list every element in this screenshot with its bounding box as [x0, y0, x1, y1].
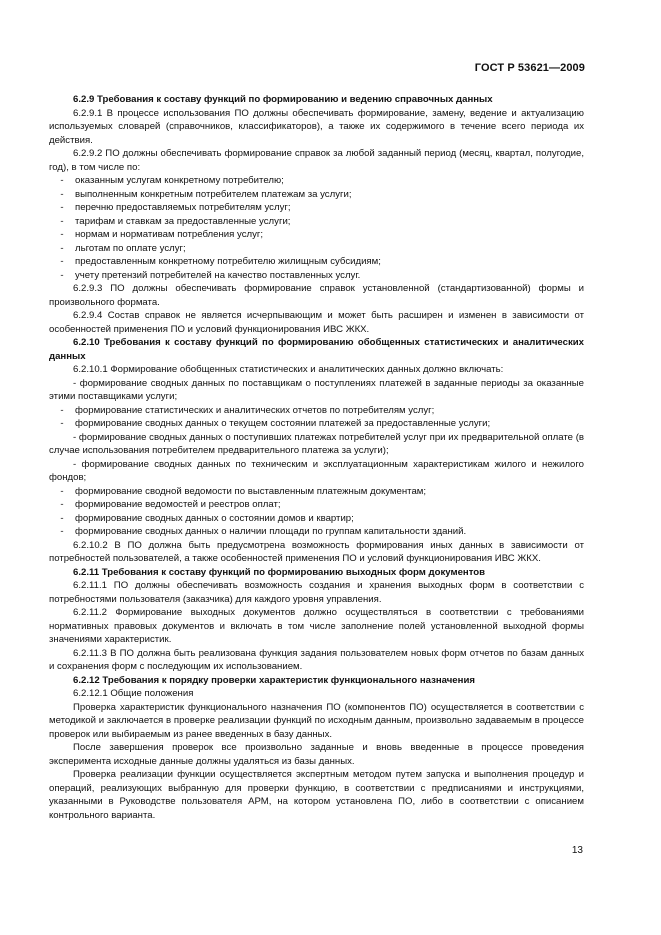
- list-item: - перечню предоставляемых потребителям услуг;: [60, 202, 291, 213]
- list-item-text: формирование ведомостей и реестров оплат;: [75, 499, 281, 510]
- list-item-text: формирование сводных данных о наличии площади по группам капитальности зданий.: [75, 526, 467, 537]
- list-item-text: оказанным услугам конкретному потребителю;: [75, 175, 284, 186]
- list-item: - формирование сводных данных о поступивших платежах потребителей услуг при их предварительной оплате (в случае использования потребителем предварительного платежа за услуги);: [49, 431, 584, 456]
- list-item-text: формирование сводных данных о состоянии домов и квартир;: [75, 512, 354, 524]
- paragraph: 6.2.10.2 В ПО должна быть предусмотрена возможность формирования иных данных в зависимости от потребностей пользователей, а также особенностей применения ПО и условий функционирования ИВС ЖКХ.: [49, 539, 584, 564]
- list-item: - формирование сводных данных по поставщикам о поступлениях платежей в заданные периоды за оказанные этими поставщиками услуги;: [49, 377, 584, 402]
- list-item-text: перечню предоставляемых потребителям услуг;: [75, 202, 291, 213]
- list-item-text: нормам и нормативам потребления услуг;: [75, 229, 264, 240]
- list-item-text: формирование статистических и аналитических отчетов по потребителям услуг;: [75, 404, 435, 416]
- paragraph: После завершения проверок все произвольно заданные и вновь введенные в процессе проведения эксперимента исходные данные должны удаляться из базы данных.: [49, 742, 584, 767]
- list-item: - учету претензий потребителей на качество поставленных услуг.: [60, 269, 361, 281]
- list-item: - льготам по оплате услуг;: [60, 242, 186, 254]
- section-heading: 6.2.12 Требования к порядку проверки характеристик функционального назначения: [73, 674, 475, 686]
- paragraph: 6.2.9.2 ПО должны обеспечивать формирование справок за любой заданный период (месяц, квартал, полугодие, год), в том числе по:: [49, 148, 584, 173]
- list-item: - выполненным конкретным потребителем платежам за услуги;: [60, 188, 352, 200]
- paragraph: 6.2.11.1 ПО должны обеспечивать возможность создания и хранения выходных форм в соответствии с потребностями пользователя (заказчика) для каждого уровня управления.: [49, 580, 584, 605]
- document-body: [49, 93, 584, 822]
- section-heading: 6.2.11 Требования к составу функций по формированию выходных форм документов: [73, 566, 486, 578]
- paragraph: 6.2.12.1 Общие положения: [73, 688, 194, 699]
- list-item-text: предоставленным конкретному потребителю жилищным субсидиям;: [75, 256, 381, 267]
- list-item: - оказанным услугам конкретному потребителю;: [60, 175, 284, 186]
- list-item: - формирование ведомостей и реестров оплат;: [60, 499, 281, 510]
- list-item: - формирование сводных данных о состоянии домов и квартир;: [60, 512, 354, 524]
- list-item: - нормам и нормативам потребления услуг;: [60, 229, 264, 240]
- paragraph: 6.2.9.4 Состав справок не является исчерпывающим и может быть расширен и изменен в зависимости от особенностей применения ПО и условий функционирования ИВС ЖКХ.: [49, 310, 584, 335]
- list-item-text: тарифам и ставкам за предоставленные услуги;: [75, 215, 291, 227]
- list-item: - формирование сводных данных о текущем состоянии платежей за предоставленные услуги;: [60, 418, 491, 429]
- page-number: 13: [571, 845, 583, 856]
- list-item-text: льготам по оплате услуг;: [75, 242, 186, 254]
- paragraph: Проверка характеристик функционального назначения ПО (компонентов ПО) осуществляется в соответствии с методикой и заключается в проверке реализации функций по исходным данным, произвольно задаваемым в процессе проверок или выбираемым из ранее введенных в базу данных.: [49, 701, 584, 740]
- paragraph: 6.2.11.3 В ПО должна быть реализована функция задания пользователем новых форм отчетов по базам данных и сохранения форм с последующим их использованием.: [49, 647, 584, 672]
- paragraph: 6.2.10.1 Формирование обобщенных статистических и аналитических данных должно включать:: [73, 364, 504, 375]
- paragraph: Проверка реализации функции осуществляется экспертным методом путем запуска и выполнения процедур и операций, реализующих выбранную для проверки функцию, в соответствии с предписаниями и инструкциями, указанными в Руководстве пользователя АРМ, на котором установлена ПО, либо в соответствии с описанием контрольного варианта.: [49, 769, 584, 821]
- list-item-text: выполненным конкретным потребителем платежам за услуги;: [75, 188, 352, 200]
- section-heading: 6.2.10 Требования к составу функций по формированию обобщенных статистических и аналитических данных: [49, 337, 584, 362]
- list-item: - тарифам и ставкам за предоставленные услуги;: [60, 215, 291, 227]
- list-item: - формирование сводных данных о наличии площади по группам капитальности зданий.: [60, 526, 467, 537]
- list-item-text: учету претензий потребителей на качество поставленных услуг.: [75, 269, 361, 281]
- list-item: - формирование статистических и аналитических отчетов по потребителям услуг;: [60, 404, 435, 416]
- paragraph: 6.2.11.2 Формирование выходных документов должно осуществляться в соответствии с требованиями нормативных правовых документов и включать в том числе заполнение полей установленной выходной формы значениями характеристик.: [49, 607, 584, 645]
- list-item: - формирование сводной ведомости по выставленным платежным документам;: [60, 485, 427, 497]
- list-item-text: формирование сводных данных о текущем состоянии платежей за предоставленные услуги;: [75, 418, 491, 429]
- section-heading: 6.2.9 Требования к составу функций по формированию и ведению справочных данных: [73, 94, 493, 105]
- paragraph: 6.2.9.3 ПО должны обеспечивать формирование справок установленной (стандартизованной) формы и произвольного формата.: [49, 283, 584, 308]
- paragraph: 6.2.9.1 В процессе использования ПО должны обеспечивать формирование, замену, ведение и актуализацию используемых словарей (справочников, классификаторов), а также их содержимого в течение всего периода их действия.: [49, 107, 584, 146]
- list-item: - предоставленным конкретному потребителю жилищным субсидиям;: [60, 256, 381, 267]
- list-item-text: формирование сводной ведомости по выставленным платежным документам;: [75, 485, 427, 497]
- document-id: ГОСТ Р 53621—2009: [474, 62, 585, 74]
- list-item: - формирование сводных данных по техническим и эксплуатационным характеристикам жилого и нежилого фондов;: [49, 458, 584, 483]
